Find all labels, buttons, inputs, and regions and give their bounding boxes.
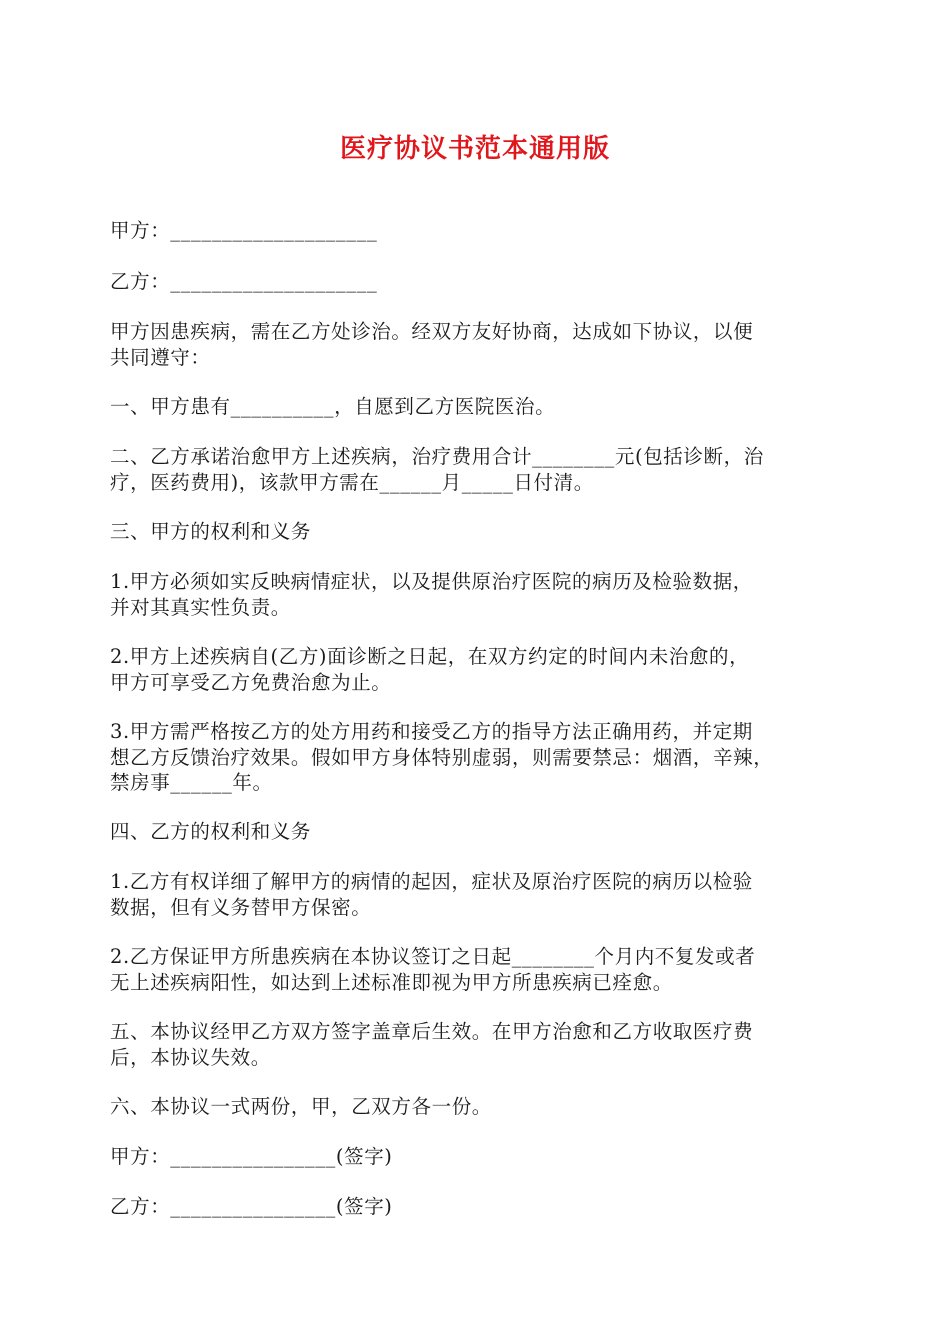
clause-4-2-line-2: 无上述疾病阳性，如达到上述标准即视为甲方所患疾病已痊愈。 bbox=[110, 971, 673, 994]
clause-3-3-line-2: 想乙方反馈治疗效果。假如甲方身体特别虚弱，则需要禁忌：烟酒，辛辣， bbox=[110, 746, 774, 769]
intro-line-2: 共同遵守： bbox=[110, 346, 211, 369]
document-title: 医疗协议书范本通用版 bbox=[339, 134, 610, 164]
signature-party-a: 甲方：________________(签字) bbox=[110, 1145, 393, 1168]
clause-3-1-line-2: 并对其真实性负责。 bbox=[110, 596, 291, 619]
clause-1: 一、甲方患有__________，自愿到乙方医院医治。 bbox=[110, 395, 556, 418]
clause-3-1-line-1: 1.甲方必须如实反映病情症状，以及提供原治疗医院的病历及检验数据， bbox=[110, 570, 753, 593]
party-a-line: 甲方：____________________ bbox=[110, 219, 378, 242]
party-b-line: 乙方：____________________ bbox=[110, 270, 378, 293]
clause-6: 六、本协议一式两份，甲，乙双方各一份。 bbox=[110, 1095, 492, 1118]
clause-3-2-line-1: 2.甲方上述疾病自(乙方)面诊断之日起，在双方约定的时间内未治愈的， bbox=[110, 645, 750, 668]
signature-party-b: 乙方：________________(签字) bbox=[110, 1195, 393, 1218]
clause-2-line-1: 二、乙方承诺治愈甲方上述疾病，治疗费用合计________元(包括诊断，治 bbox=[110, 445, 764, 468]
clause-3-3-line-1: 3.甲方需严格按乙方的处方用药和接受乙方的指导方法正确用药，并定期 bbox=[110, 720, 753, 743]
clause-4-1-line-2: 数据，但有义务替甲方保密。 bbox=[110, 896, 372, 919]
clause-3-2-line-2: 甲方可享受乙方免费治愈为止。 bbox=[110, 671, 392, 694]
clause-5-line-1: 五、本协议经甲乙方双方签字盖章后生效。在甲方治愈和乙方收取医疗费 bbox=[110, 1020, 754, 1043]
intro-line-1: 甲方因患疾病，需在乙方处诊治。经双方友好协商，达成如下协议，以便 bbox=[110, 320, 754, 343]
clause-2-line-2: 疗，医药费用)，该款甲方需在______月_____日付清。 bbox=[110, 471, 594, 494]
section-4-heading: 四、乙方的权利和义务 bbox=[110, 820, 312, 843]
clause-5-line-2: 后，本协议失效。 bbox=[110, 1046, 271, 1069]
clause-4-2-line-1: 2.乙方保证甲方所患疾病在本协议签订之日起________个月内不复发或者 bbox=[110, 945, 756, 968]
clause-3-3-line-3: 禁房事______年。 bbox=[110, 771, 273, 794]
clause-4-1-line-1: 1.乙方有权详细了解甲方的病情的起因，症状及原治疗医院的病历以检验 bbox=[110, 870, 753, 893]
section-3-heading: 三、甲方的权利和义务 bbox=[110, 520, 312, 543]
